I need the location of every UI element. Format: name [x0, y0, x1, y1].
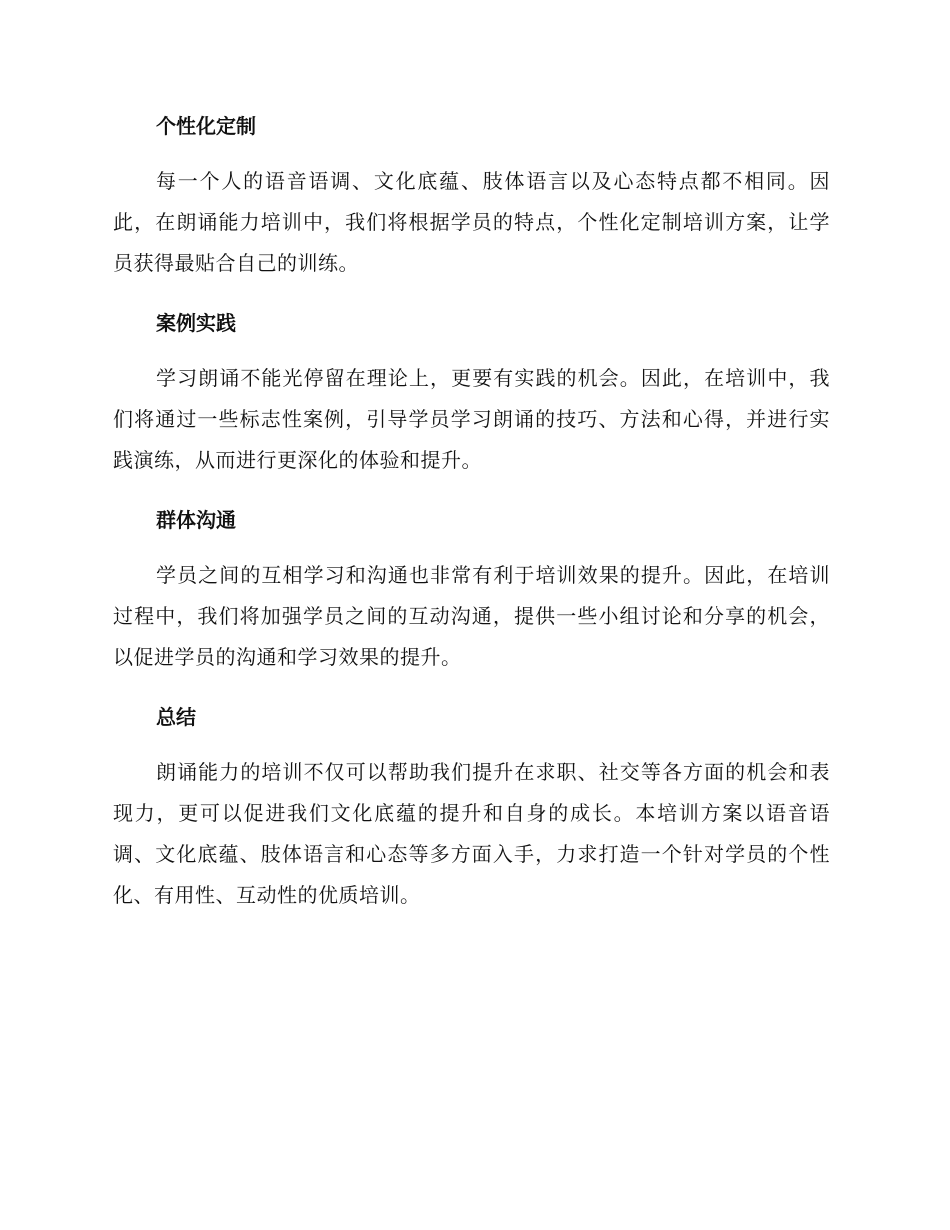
section-heading: 总结	[156, 705, 196, 729]
section-group-communication	[113, 500, 830, 678]
section-summary	[113, 697, 830, 916]
section-paragraph: 学员之间的互相学习和沟通也非常有利于培训效果的提升。因此，在培训过程中，我们将加强学员之间的互动沟通，提供一些小组讨论和分享的机会，以促进学员的沟通和学习效果的提升。	[113, 563, 830, 669]
section-paragraph: 学习朗诵不能光停留在理论上，更要有实践的机会。因此，在培训中，我们将通过一些标志性案例，引导学员学习朗诵的技巧、方法和心得，并进行实践演练，从而进行更深化的体验和提升。	[113, 366, 830, 472]
section-paragraph: 每一个人的语音语调、文化底蕴、肢体语言以及心态特点都不相同。因此，在朗诵能力培训中，我们将根据学员的特点，个性化定制培训方案，让学员获得最贴合自己的训练。	[113, 169, 830, 275]
section-case-practice	[113, 303, 830, 481]
section-paragraph: 朗诵能力的培训不仅可以帮助我们提升在求职、社交等各方面的机会和表现力，更可以促进我们文化底蕴的提升和自身的成长。本培训方案以语音语调、文化底蕴、肢体语言和心态等多方面入手，力求打造一个针对学员的个性化、有用性、互动性的优质培训。	[113, 760, 830, 907]
document-page	[113, 106, 830, 935]
section-heading: 案例实践	[156, 311, 236, 335]
section-heading: 个性化定制	[156, 114, 256, 138]
section-personalization	[113, 106, 830, 284]
section-heading: 群体沟通	[156, 508, 236, 532]
